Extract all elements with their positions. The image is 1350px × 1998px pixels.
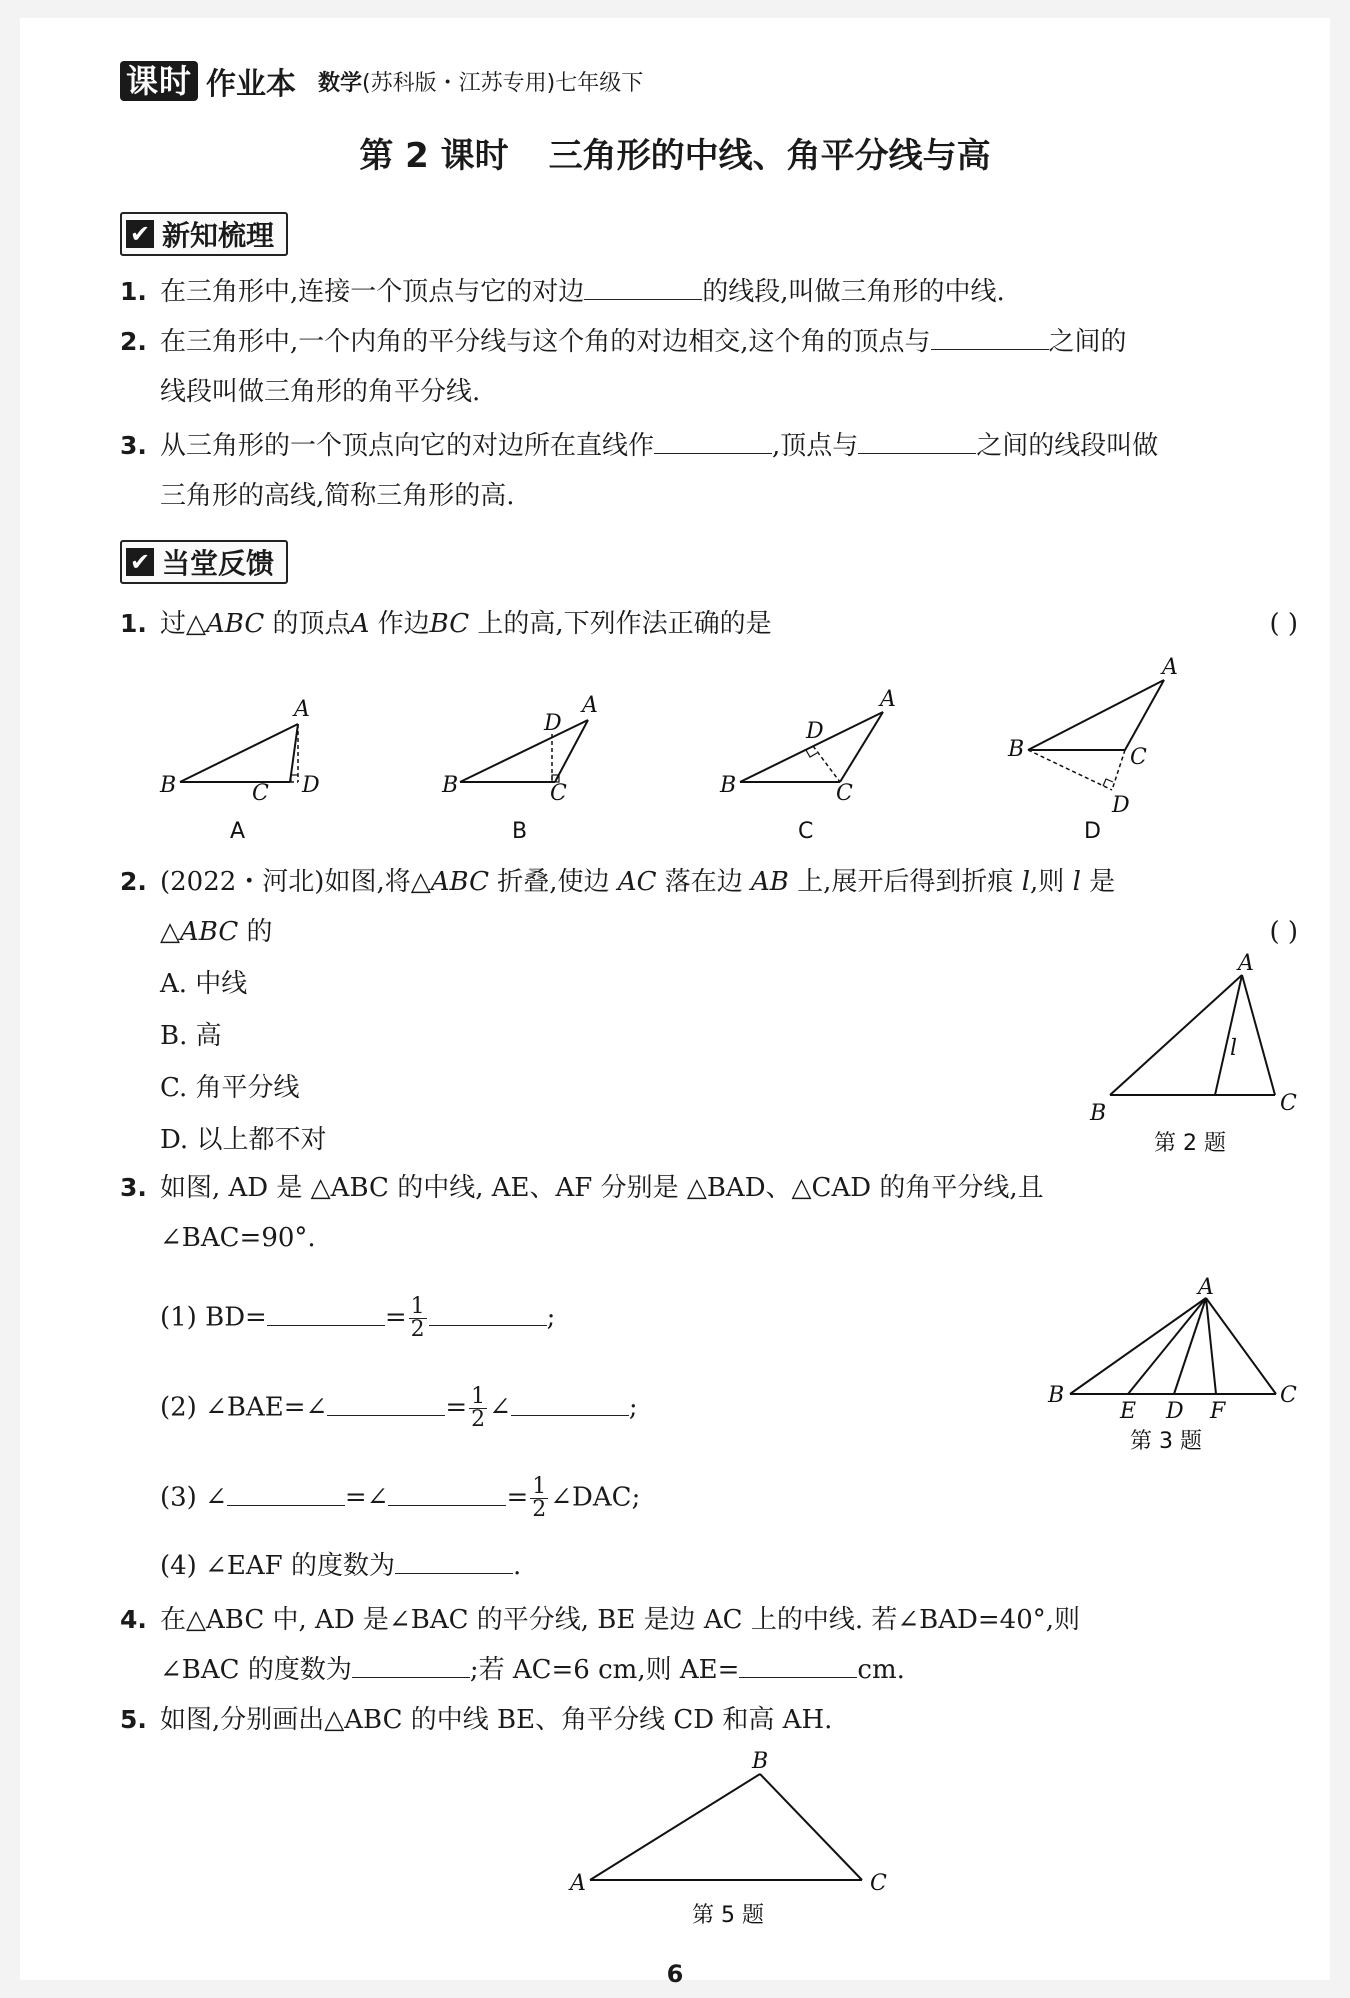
- text: .: [512, 1551, 522, 1581]
- figure-caption: 第 3 题: [1130, 1429, 1202, 1454]
- vertex-label: C: [1130, 745, 1147, 770]
- vertex-label: A: [880, 687, 896, 712]
- option-label[interactable]: B: [512, 819, 528, 844]
- answer-blank[interactable]: [327, 1389, 445, 1416]
- knowledge-2: [0, 322, 1350, 412]
- figure-caption: 第 5 题: [692, 1903, 764, 1928]
- text: ,则: [1030, 867, 1065, 897]
- text: 过: [160, 609, 187, 639]
- vertex-label: C: [1280, 1091, 1297, 1116]
- text: =: [506, 1482, 529, 1513]
- question-number: 4.: [120, 1605, 147, 1634]
- crease-label: l: [1230, 1036, 1238, 1061]
- vertex-label: E: [1120, 1399, 1137, 1424]
- text: 的: [246, 917, 273, 947]
- answer-blank[interactable]: [584, 273, 702, 300]
- knowledge-1: [0, 272, 1350, 312]
- question-text: 在△ABC 中, AD 是∠BAC 的平分线, BE 是边 AC 上的中线. 若∠BAD=40°,则: [160, 1605, 1081, 1635]
- lesson-topic: 三角形的中线、角平分线与高: [548, 136, 991, 176]
- fraction-half: [530, 1476, 548, 1521]
- figure-option-b: [441, 693, 598, 844]
- text: =: [445, 1392, 468, 1423]
- vertex-label: D: [1166, 1399, 1184, 1424]
- text: cm.: [857, 1655, 905, 1685]
- text: 上的高,下列作法正确的是: [477, 609, 772, 639]
- text: ;: [628, 1392, 638, 1423]
- item-text-continued: 线段叫做三角形的角平分线.: [160, 377, 481, 407]
- answer-blank[interactable]: [388, 1479, 506, 1506]
- question-number: 2.: [120, 867, 147, 896]
- denominator: 2: [410, 1317, 425, 1342]
- text: 之间的: [1048, 327, 1127, 357]
- question-text-continued: ∠BAC=90°.: [160, 1223, 316, 1253]
- math: △ABC: [186, 609, 265, 639]
- q2-figure: [1070, 950, 1310, 1170]
- text: 是: [1089, 867, 1116, 897]
- page-number: 6: [666, 1960, 684, 1988]
- option-label[interactable]: C: [798, 819, 814, 844]
- fraction-half: [469, 1386, 487, 1431]
- edition: (苏科版・江苏专用)七年级下: [362, 70, 644, 96]
- answer-blank[interactable]: [352, 1651, 470, 1678]
- vertex-label: C: [870, 1871, 887, 1896]
- header-subject: [318, 66, 643, 97]
- text: 折叠,使边: [497, 867, 610, 897]
- question-text: [160, 862, 1115, 902]
- q3-part-1: [160, 1296, 555, 1341]
- page-title: [0, 128, 1350, 177]
- vertex-label: D: [544, 711, 562, 736]
- question-4: [0, 1600, 1350, 1690]
- item-number: 3.: [120, 431, 147, 460]
- option-label[interactable]: A: [230, 819, 246, 844]
- text: 作边: [377, 609, 430, 639]
- text: ∠: [489, 1392, 511, 1423]
- text: 上,展开后得到折痕: [797, 867, 1014, 897]
- vertex-label: F: [1210, 1399, 1226, 1424]
- question-text: 如图,分别画出△ABC 的中线 BE、角平分线 CD 和高 AH.: [160, 1705, 833, 1735]
- vertex-label: C: [252, 781, 269, 806]
- question-5: [0, 1700, 1350, 1740]
- text: 之间的线段叫做: [976, 431, 1159, 461]
- text: (1) BD=: [160, 1302, 267, 1333]
- answer-blank[interactable]: [429, 1299, 547, 1326]
- vertex-label: D: [302, 773, 320, 798]
- question-2: [0, 862, 1350, 952]
- math: AB: [751, 867, 789, 897]
- text: =: [384, 1302, 407, 1333]
- answer-blank[interactable]: [931, 323, 1049, 350]
- text: (4) ∠EAF 的度数为: [160, 1551, 395, 1581]
- numerator: 1: [532, 1474, 547, 1499]
- option-label[interactable]: D: [1084, 819, 1101, 844]
- item-text: [160, 272, 1005, 312]
- question-text: 如图, AD 是 △ABC 的中线, AE、AF 分别是 △BAD、△CAD 的角平分线,且: [160, 1173, 1044, 1203]
- numerator: 1: [471, 1384, 486, 1409]
- question-text-continued: [160, 1650, 905, 1690]
- vertex-label: A: [570, 1871, 586, 1896]
- choice-a[interactable]: A. 中线: [160, 969, 248, 999]
- q5-figure: [560, 1744, 900, 1944]
- vertex-label: B: [752, 1749, 769, 1774]
- question-number: 3.: [120, 1173, 147, 1202]
- vertex-label: A: [1162, 655, 1178, 680]
- question-number: 5.: [120, 1705, 147, 1734]
- math: l: [1021, 867, 1031, 897]
- answer-blank[interactable]: [267, 1299, 385, 1326]
- checkbox-icon: ✔: [126, 220, 154, 248]
- vertex-label: B: [1090, 1101, 1107, 1126]
- text: 从三角形的一个顶点向它的对边所在直线作: [160, 431, 655, 461]
- numerator: 1: [410, 1294, 425, 1319]
- question-text-continued: [160, 912, 273, 952]
- text: 在三角形中,一个内角的平分线与这个角的对边相交,这个角的顶点与: [160, 327, 931, 357]
- answer-blank[interactable]: [739, 1651, 857, 1678]
- section-label: 当堂反馈: [162, 547, 275, 580]
- q3-figure: [1040, 1262, 1300, 1462]
- math: BC: [429, 609, 470, 639]
- item-number: 2.: [120, 327, 147, 356]
- vertex-label: D: [1112, 793, 1130, 818]
- text: 的线段,叫做三角形的中线.: [702, 277, 1005, 307]
- checkbox-icon: ✔: [126, 548, 154, 576]
- math: l: [1072, 867, 1081, 897]
- section-label: 新知梳理: [162, 219, 275, 252]
- item-number: 1.: [120, 277, 147, 306]
- q3-part-3: [160, 1476, 640, 1521]
- vertex-label: B: [1048, 1383, 1065, 1408]
- answer-parentheses[interactable]: ( ): [1269, 609, 1298, 639]
- text: (3) ∠: [160, 1482, 227, 1513]
- item-text-continued: 三角形的高线,简称三角形的高.: [160, 481, 515, 511]
- math: △ABC: [410, 867, 489, 897]
- vertex-label: A: [1198, 1275, 1214, 1300]
- text: ∠DAC;: [550, 1482, 641, 1513]
- answer-blank[interactable]: [511, 1389, 629, 1416]
- vertex-label: C: [836, 781, 853, 806]
- choice-b[interactable]: B. 高: [160, 1021, 222, 1051]
- brand-name: 作业本: [206, 67, 297, 102]
- knowledge-3: [0, 426, 1350, 516]
- denominator: 2: [532, 1497, 547, 1522]
- figure-caption: 第 2 题: [1154, 1131, 1226, 1156]
- item-text: [160, 426, 1158, 466]
- answer-blank[interactable]: [654, 427, 772, 454]
- text: 的顶点: [272, 609, 351, 639]
- brand-logo-box: 课时: [120, 61, 198, 101]
- vertex-label: A: [294, 697, 310, 722]
- answer-blank[interactable]: [395, 1547, 513, 1574]
- math: AC: [617, 867, 657, 897]
- math: △ABC: [160, 917, 239, 947]
- q3-part-4: [160, 1546, 521, 1586]
- q3-part-2: [160, 1386, 638, 1431]
- vertex-label: C: [550, 781, 567, 806]
- text: 在三角形中,连接一个顶点与它的对边: [160, 277, 585, 307]
- q1-figures: [150, 650, 1178, 850]
- question-3: [0, 1168, 1350, 1258]
- vertex-label: B: [720, 773, 737, 798]
- choice-d[interactable]: D. 以上都不对: [160, 1125, 327, 1155]
- text: ∠BAC 的度数为: [160, 1655, 352, 1685]
- question-1: [0, 604, 1350, 644]
- item-text: [160, 322, 1127, 362]
- text: ,顶点与: [772, 431, 859, 461]
- vertex-label: C: [1280, 1383, 1297, 1408]
- vertex-label: B: [160, 773, 177, 798]
- choice-c[interactable]: C. 角平分线: [160, 1073, 300, 1103]
- text: 落在边: [664, 867, 743, 897]
- denominator: 2: [471, 1407, 486, 1432]
- section-new-knowledge: [120, 212, 288, 256]
- vertex-label: A: [1238, 951, 1254, 976]
- header: [120, 58, 643, 104]
- answer-blank[interactable]: [227, 1479, 345, 1506]
- vertex-label: B: [442, 773, 459, 798]
- math: A: [350, 609, 370, 639]
- figure-option-a: [159, 697, 320, 844]
- subject: 数学: [318, 70, 363, 96]
- lesson-number: 第 2 课时: [359, 136, 509, 176]
- text: (2) ∠BAE=∠: [160, 1392, 328, 1423]
- figure-option-c: [719, 687, 896, 844]
- section-feedback: [120, 540, 288, 584]
- vertex-label: A: [582, 693, 598, 718]
- answer-blank[interactable]: [858, 427, 976, 454]
- answer-parentheses[interactable]: ( ): [1269, 917, 1298, 947]
- question-text: [160, 604, 772, 644]
- vertex-label: D: [806, 719, 824, 744]
- text: ;: [546, 1302, 556, 1333]
- text: ;若 AC=6 cm,则 AE=: [469, 1655, 740, 1685]
- text: =∠: [344, 1482, 389, 1513]
- fraction-half: [409, 1296, 427, 1341]
- text: (2022・河北)如图,将: [160, 867, 411, 897]
- question-number: 1.: [120, 609, 147, 638]
- vertex-label: B: [1008, 737, 1025, 762]
